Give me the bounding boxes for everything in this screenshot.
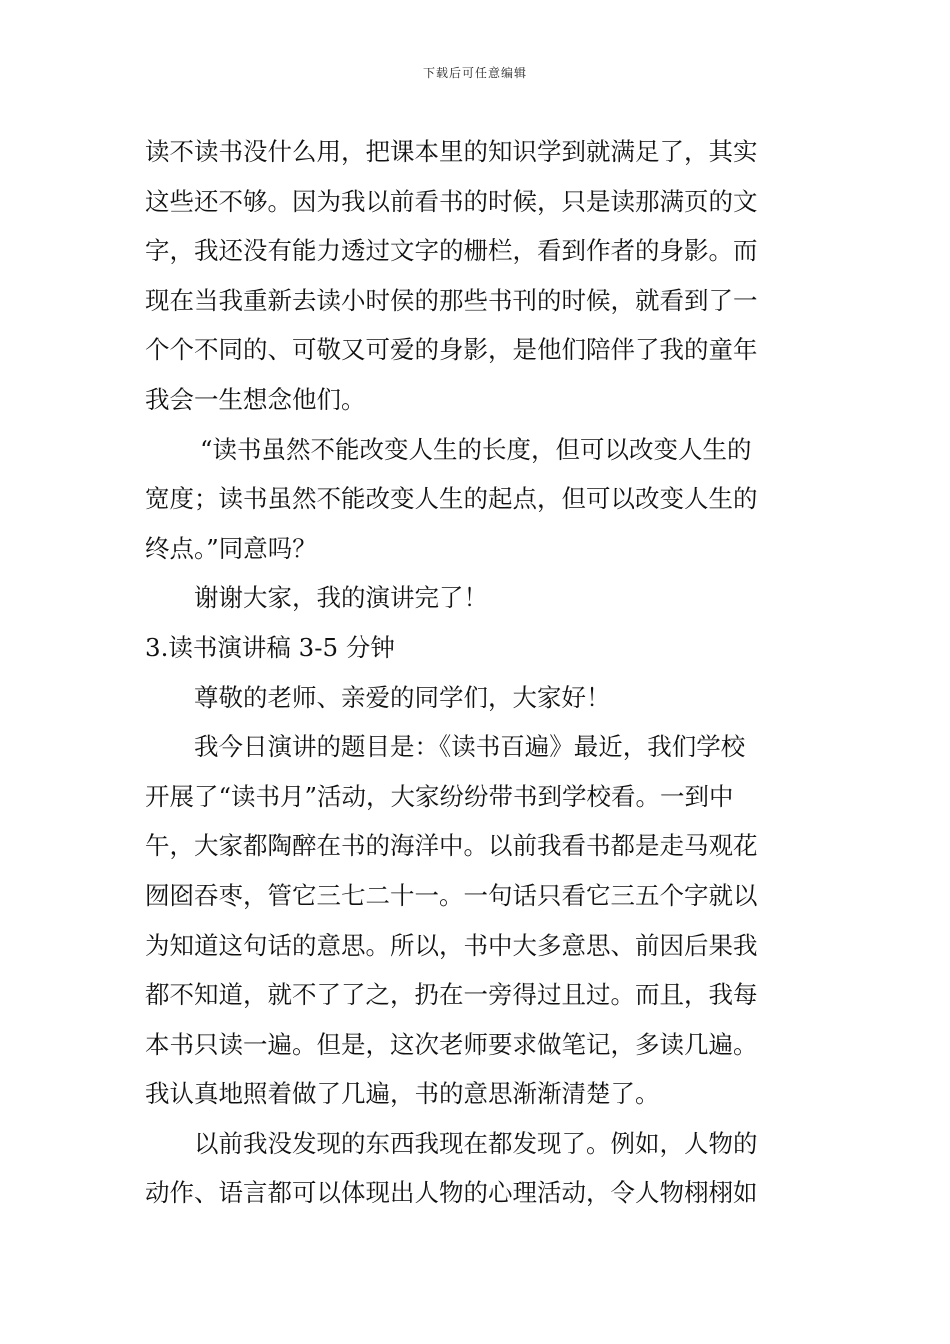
- section-heading: 3.读书演讲稿 3-5 分钟: [145, 632, 395, 662]
- closing-line: 谢谢大家，我的演讲完了！: [194, 583, 488, 613]
- text-line: 读不读书没什么用，把课本里的知识学到就满足了，其实: [145, 137, 758, 166]
- text-line: 囫囵吞枣，管它三七二十一。一句话只看它三五个字就以: [145, 880, 758, 910]
- text-line: 现在当我重新去读小时侯的那些书刊的时候，就看到了一: [145, 285, 758, 315]
- text-line: 本书只读一遍。但是，这次老师要求做笔记，多读几遍。: [145, 1029, 758, 1059]
- text-line: 午，大家都陶醉在书的海洋中。以前我看书都是走马观花: [145, 831, 758, 861]
- text-line: 都不知道，就不了了之，扔在一旁得过且过。而且，我每: [145, 980, 758, 1010]
- page-header-note: 下载后可任意编辑: [422, 66, 527, 80]
- paragraph-start-line: 我今日演讲的题目是：《读书百遍》最近，我们学校: [194, 732, 746, 762]
- text-line: 开展了“读书月”活动，大家纷纷带书到学校看。一到中: [145, 781, 734, 811]
- document-body: [145, 127, 810, 1218]
- text-line: 动作、语言都可以体现出人物的心理活动，令人物栩栩如: [145, 1178, 758, 1208]
- quote-line: “读书虽然不能改变人生的长度，但可以改变人生的: [200, 434, 752, 464]
- text-line: 这些还不够。因为我以前看书的时候，只是读那满页的文: [145, 186, 758, 216]
- text-line: 为知道这句话的意思。所以，书中大多意思、前因后果我: [145, 930, 758, 960]
- text-line: 终点。”同意吗？: [145, 533, 317, 563]
- text-line: 个个不同的、可敬又可爱的身影，是他们陪伴了我的童年: [145, 335, 758, 365]
- text-line: 我认真地照着做了几遍，书的意思渐渐清楚了。: [145, 1079, 660, 1109]
- greeting-line: 尊敬的老师、亲爱的同学们，大家好！: [194, 682, 611, 712]
- paragraph-start-line: 以前我没发现的东西我现在都发现了。例如，人物的: [194, 1128, 758, 1158]
- text-line: 我会一生想念他们。: [145, 384, 366, 414]
- text-line: 宽度；读书虽然不能改变人生的起点，但可以改变人生的: [145, 484, 758, 514]
- text-line: 字，我还没有能力透过文字的栅栏，看到作者的身影。而: [145, 236, 758, 266]
